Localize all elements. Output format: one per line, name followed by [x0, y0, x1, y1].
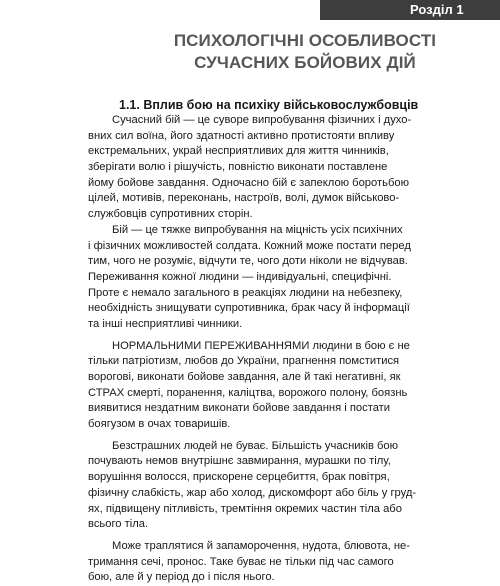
text-line: бою, але й у період до і після нього. [88, 571, 275, 584]
text-line: Проте є немало загального в реакціях людини на небезпеку, [88, 286, 403, 299]
text-line: Бій — це тяжке випробування на міцність усіх психічних [112, 223, 403, 236]
title-line: ПСИХОЛОГІЧНІ ОСОБЛИВОСТІ [173, 31, 437, 50]
text-line: і фізичних можливостей солдата. Кожний може постати перед [88, 239, 411, 252]
body-text [88, 113, 417, 586]
page-title [170, 30, 440, 74]
text-line: вних сил воїна, його здатності активно протистояти впливу [88, 129, 395, 142]
text-line: зберігати волю і рішучість, повністю виконати поставлене [88, 161, 388, 174]
text-line: СТРАХ смерті, поранення, каліцтва, ворожого полону, боязнь [88, 386, 408, 399]
text-line: екстремальних, украй несприятливих для життя чинників, [88, 145, 389, 158]
text-line: Може траплятися й запаморочення, нудота, блювота, не- [112, 539, 411, 552]
text-line: ворогові, виконати бойове завдання, але й такі негативні, як [88, 371, 401, 383]
text-line: Безстрашних людей не буває. Більшість учасників бою [112, 439, 399, 452]
title-line: СУЧАСНИХ БОЙОВИХ ДІЙ [194, 53, 416, 72]
chapter-tab [320, 0, 500, 20]
text-line: тримання сечі, пронос. Таке буває не тільки під час самого [88, 555, 394, 568]
text-line: Переживання кожної людини — індивідуальні, специфічні. [88, 270, 392, 283]
text-line: всього тіла. [88, 518, 149, 531]
text-line: ях, підвищену пітливість, тремтіння окремих частин тіла або [88, 502, 402, 515]
text-line: фізичну слабкість, жар або холод, дискомфорт або біль у груд- [88, 486, 417, 499]
text-line: тим, чого не розуміє, відчути те, чого доти ніколи не відчував. [88, 255, 408, 268]
text-line: необхідність знищувати супротивника, брак часу й інформації [88, 302, 410, 315]
text-line: почувають немов внутрішнє завмирання, мурашки по тілу, [88, 455, 391, 468]
text-line: цілей, мотивів, переконань, настроїв, волі, думок військово- [88, 192, 400, 205]
text-line: та інші несприятливі чинники. [88, 317, 243, 330]
text-line: НОРМАЛЬНИМИ ПЕРЕЖИВАННЯМИ людини в бою є не [112, 339, 410, 352]
text-line: тільки патріотизм, любов до України, прагнення помститися [88, 355, 400, 368]
chapter-label: Розділ 1 [410, 2, 464, 17]
section-heading: 1.1. Вплив бою на психіку військовослужбовців [119, 98, 419, 112]
text-line: боягузом в очах товаришів. [88, 418, 231, 431]
text-line: службовців супротивних сторін. [88, 208, 253, 221]
text-line: Сучасний бій — це суворе випробування фізичних і духо- [112, 114, 412, 126]
text-line: йому бойове завдання. Одночасно бій є запеклою боротьбою [88, 176, 409, 189]
text-line: виявитися нездатним виконати бойове завдання і постати [88, 402, 391, 415]
text-line: ворушіння волосся, прискорене серцебиття, брак повітря, [88, 471, 390, 484]
